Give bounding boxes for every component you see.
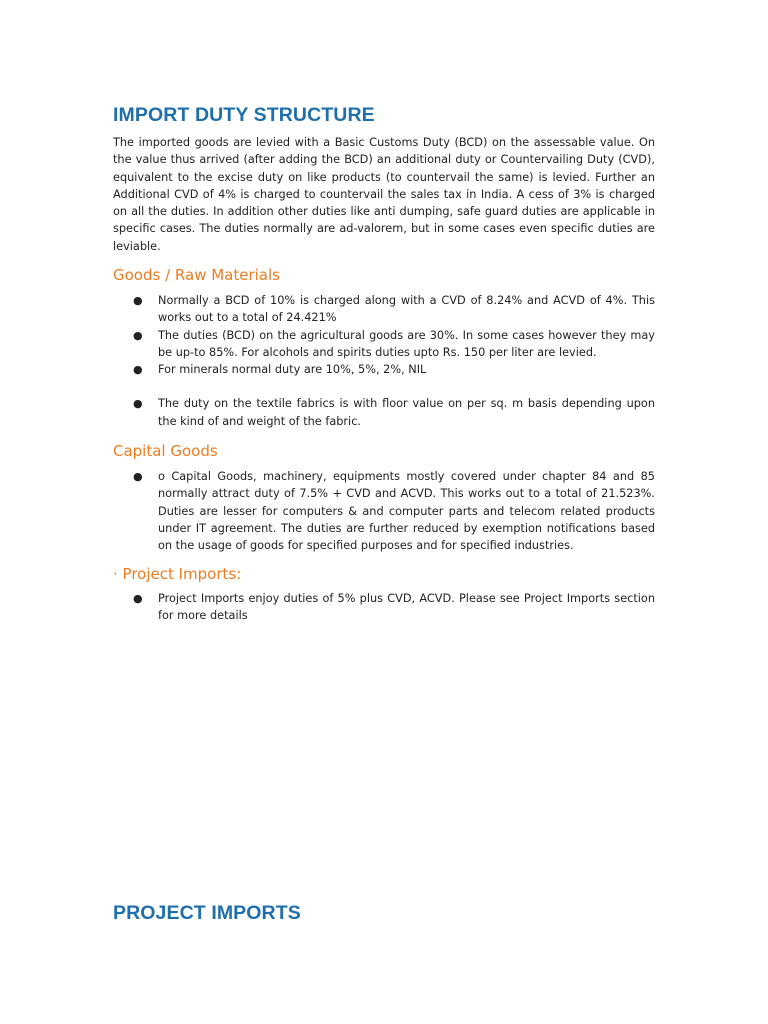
list-item: [113, 468, 655, 554]
list-item-text: The duties (BCD) on the agricultural goods are 30%. In some cases however they may be up-to 85%. For alcohols and spirits duties upto Rs. 150 per liter are levied.: [158, 328, 655, 359]
list-item-text: The duty on the textile fabrics is with floor value on per sq. m basis depending upon the kind of and weight of the fabric.: [158, 397, 655, 428]
list-item: [113, 292, 655, 327]
list-item: [113, 327, 655, 362]
capital-goods-bullet-list: [113, 468, 655, 554]
list-item-text: Project Imports enjoy duties of 5% plus CVD, ACVD. Please see Project Imports section for more details: [158, 592, 655, 623]
list-item-text: Normally a BCD of 10% is charged along with a CVD of 8.24% and ACVD of 4%. This works out to a total of 24.421%: [158, 294, 655, 325]
project-imports-subheading: · Project Imports:: [113, 565, 242, 583]
goods-raw-materials-heading: Goods / Raw Materials: [113, 266, 280, 284]
list-item: [113, 590, 655, 625]
intro-paragraph: The imported goods are levied with a Basic Customs Duty (BCD) on the assessable value. On the value thus arrived (after adding the BCD) an additional duty or Countervailing Duty (CVD), equivalent to the excise duty on like products (to countervail the same) is levied. Further an Additional CVD of 4% is charged to countervail the sales tax in India. A cess of 3% is charged on all the duties. In addition other duties like anti dumping, safe guard duties are applicable in specific cases. The duties normally are ad-valorem, but in some cases even specific duties are leviable.: [113, 136, 655, 253]
bullet-icon: ●: [133, 294, 143, 307]
goods-bullet-list: [113, 292, 655, 430]
project-imports-heading: PROJECT IMPORTS: [113, 902, 301, 924]
import-duty-structure-heading: IMPORT DUTY STRUCTURE: [113, 104, 375, 126]
bullet-icon: ●: [133, 592, 143, 605]
list-item-text: For minerals normal duty are 10%, 5%, 2%, NIL: [158, 363, 427, 377]
list-item: [113, 395, 655, 430]
project-imports-bullet-list: [113, 590, 655, 625]
bullet-icon: ●: [133, 363, 143, 377]
bullet-icon: ●: [133, 470, 143, 483]
capital-goods-heading: Capital Goods: [113, 442, 218, 460]
bullet-icon: ●: [133, 397, 143, 411]
list-item: [113, 361, 655, 378]
bullet-icon: ●: [133, 328, 143, 342]
list-item-text: o Capital Goods, machinery, equipments mostly covered under chapter 84 and 85 normally attract duty of 7.5% + CVD and ACVD. This works out to a total of 21.523%. Duties are lesser for computers & and computer parts and telecom related products under IT agreement. The duties are further reduced by exemption notifications based on the usage of goods for specified purposes and for specified industries.: [158, 470, 655, 553]
